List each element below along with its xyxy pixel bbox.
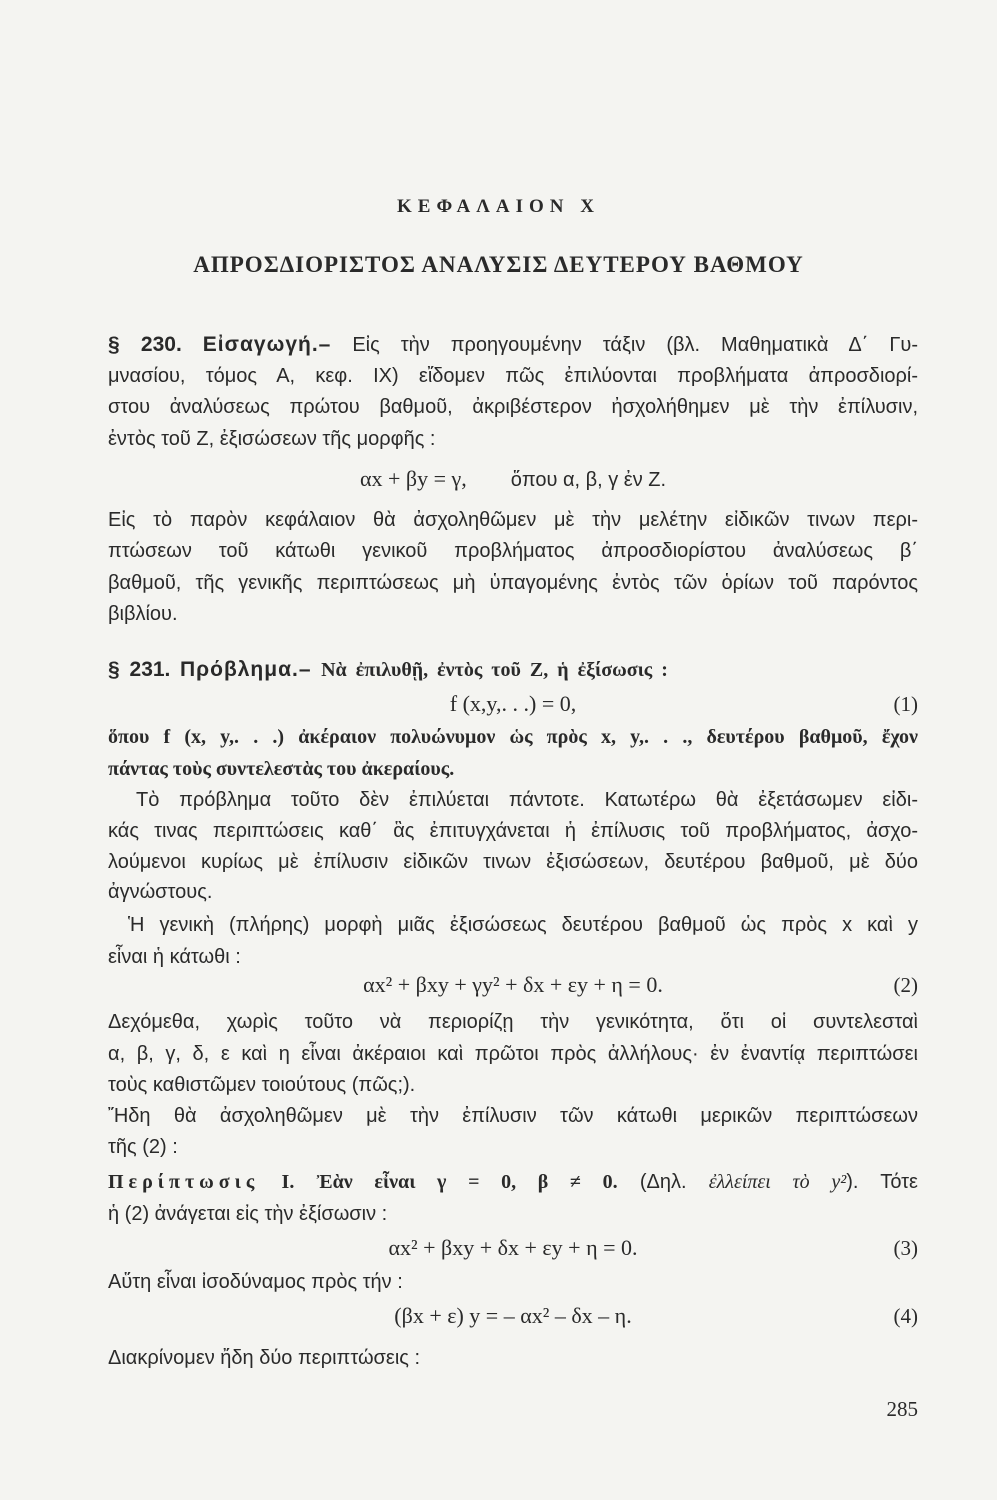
text-line: ἐντὸς τοῦ Z, ἐξισώσεων τῆς μορφῆς : bbox=[108, 428, 436, 451]
text-line: Αὕτη εἶναι ἰσοδύναμος πρὸς τήν : bbox=[108, 1271, 403, 1293]
problem-condition bbox=[108, 721, 918, 785]
equivalence-sentence bbox=[108, 1266, 918, 1298]
equation-expression: f (x,y,. . .) = 0, bbox=[449, 691, 577, 716]
equation-expression: αx² + βxy + γy² + δx + εy + η = 0. bbox=[363, 972, 663, 997]
page-number: 285 bbox=[886, 1397, 918, 1421]
section-heading: Εἰσαγωγή.– bbox=[202, 333, 332, 356]
text-line: ἀγνώστους. bbox=[108, 881, 213, 904]
case-note: ἐλλείπει τὸ y² bbox=[708, 1171, 847, 1193]
equation-number: (1) bbox=[893, 692, 918, 716]
equation-2 bbox=[108, 969, 918, 1001]
section-231-heading bbox=[108, 654, 918, 686]
text-line: βιβλίου. bbox=[108, 602, 178, 625]
chapter-title: ΑΠΡΟΣΔΙΟΡΙΣΤΟΣ ΑΝΑΛΥΣΙΣ ΔΕΥΤΕΡΟΥ ΒΑΘΜΟΥ bbox=[193, 252, 804, 277]
text-line: Τὸ πρόβλημα τοῦτο δὲν ἐπιλύεται πάντοτε. Κατωτέρω θὰ ἐξετάσωμεν εἰδι- bbox=[136, 789, 918, 811]
equation-expression: αx² + βxy + δx + εy + η = 0. bbox=[388, 1235, 638, 1260]
text-line: κάς τινας περιπτώσεις καθ΄ ἃς ἐπιτυγχάνεται ἡ ἐπίλυσις τοῦ προβλήματος, ἀσχο- bbox=[108, 819, 918, 842]
text-line: Δεχόμεθα, χωρὶς τοῦτο νὰ περιορίζῃ τὴν γενικότητα, ὅτι οἱ συντελεσταὶ bbox=[108, 1011, 918, 1033]
case-label: Περίπτωσις bbox=[108, 1171, 260, 1193]
text-line bbox=[108, 654, 918, 686]
text-line: λούμενοι κυρίως μὲ ἐπίλυσιν εἰδικῶν τινων ἐξισώσεων, δευτέρου βαθμοῦ, μὲ δύο bbox=[108, 850, 918, 873]
text-run: Εἰς τὴν προηγουμένην τάξιν (βλ. Μαθηματικὰ Δ΄ Γυ- bbox=[352, 334, 918, 356]
section-230-scope bbox=[108, 505, 918, 630]
problem-statement: Νὰ ἐπιλυθῇ, ἐντὸς τοῦ Z, ἡ ἐξίσωσις : bbox=[321, 659, 668, 681]
text-line: Ἤδη θὰ ἀσχοληθῶμεν μὲ τὴν ἐπίλυσιν τῶν κάτωθι μερικῶν περιπτώσεων bbox=[108, 1105, 918, 1127]
text-line: Διακρίνομεν ἤδη δύο περιπτώσεις : bbox=[108, 1347, 421, 1369]
text-line: τῆς (2) : bbox=[108, 1136, 178, 1158]
text-run: Τότε bbox=[880, 1171, 918, 1193]
case-note-close: ). bbox=[846, 1171, 859, 1193]
text-line: βαθμοῦ, τῆς γενικῆς περιπτώσεως μὴ ὑπαγομένης ἐντὸς τῶν ὁρίων τοῦ παρόντος bbox=[108, 571, 918, 594]
text-line bbox=[108, 329, 918, 361]
text-line: τοὺς καθιστῶμεν τοιούτους (πῶς;). bbox=[108, 1074, 416, 1096]
text-line: μνασίου, τόμος Α, κεφ. ΙΧ) εἴδομεν πῶς ἐπιλύονται προβλήματα ἀπροσδιορί- bbox=[108, 364, 918, 387]
text-line: στου ἀναλύσεως πρώτου βαθμοῦ, ἀκριβέστερον ἠσχολήθημεν μὲ τὴν ἐπίλυσιν, bbox=[108, 396, 918, 419]
equation-linear bbox=[108, 463, 918, 495]
section-heading: Πρόβλημα.– bbox=[179, 658, 312, 681]
case-number: I. bbox=[281, 1171, 295, 1193]
text-line: πτώσεων τοῦ κάτωθι γενικοῦ προβλήματος ἀπροσδιορίστου ἀναλύσεως β΄ bbox=[108, 540, 918, 563]
equation-1 bbox=[108, 688, 918, 720]
text-line: Εἰς τὸ παρὸν κεφάλαιον θὰ ἀσχοληθῶμεν μὲ τὴν μελέτην εἰδικῶν τινων περι- bbox=[108, 509, 918, 531]
subcases-sentence bbox=[108, 1342, 918, 1374]
section-number: § 230. bbox=[108, 333, 182, 356]
text-line: πάντας τοὺς συντελεστὰς του ἀκεραίους. bbox=[108, 758, 455, 780]
equation-3 bbox=[108, 1232, 918, 1264]
section-230-intro bbox=[108, 329, 918, 456]
case-1 bbox=[108, 1166, 918, 1230]
equation-condition: ὅπου α, β, γ ἐν Z. bbox=[510, 469, 667, 491]
section-number: § 231. bbox=[108, 658, 171, 681]
text-line: Ἡ γενικὴ (πλήρης) μορφὴ μιᾶς ἐξισώσεως δευτέρου βαθμοῦ ὡς πρὸς x καὶ y bbox=[128, 914, 918, 936]
case-condition: Ἐὰν εἶναι γ = 0, β ≠ 0. bbox=[316, 1171, 618, 1193]
text-line: ὅπου f (x, y,. . .) ἀκέραιον πολυώνυμον ὡς πρὸς x, y,. . ., δευτέρου βαθμοῦ, ἔχον bbox=[108, 726, 918, 748]
text-line: ἡ (2) ἀνάγεται εἰς τὴν ἐξίσωσιν : bbox=[108, 1203, 388, 1225]
assumption-paragraph bbox=[108, 1007, 918, 1102]
text-line: εἶναι ἡ κάτωθι : bbox=[108, 946, 241, 968]
equation-4 bbox=[108, 1300, 918, 1332]
text-line bbox=[108, 1166, 918, 1198]
case-note-open: (Δηλ. bbox=[639, 1171, 687, 1193]
equation-number: (3) bbox=[893, 1236, 918, 1260]
equation-expression: αx + βy = γ, bbox=[359, 466, 467, 491]
general-form-intro bbox=[108, 909, 918, 973]
cases-intro bbox=[108, 1101, 918, 1163]
equation-number: (2) bbox=[893, 973, 918, 997]
equation-number: (4) bbox=[893, 1304, 918, 1328]
problem-remark bbox=[108, 785, 918, 908]
equation-expression: (βx + ε) y = – αx² – δx – η. bbox=[394, 1303, 632, 1328]
chapter-label: ΚΕΦΑΛΑΙΟΝ Χ bbox=[397, 196, 600, 217]
text-line: α, β, γ, δ, ε καὶ η εἶναι ἀκέραιοι καὶ πρῶτοι πρὸς ἀλλήλους· ἐν ἐναντίᾳ περιπτώσει bbox=[108, 1042, 918, 1065]
